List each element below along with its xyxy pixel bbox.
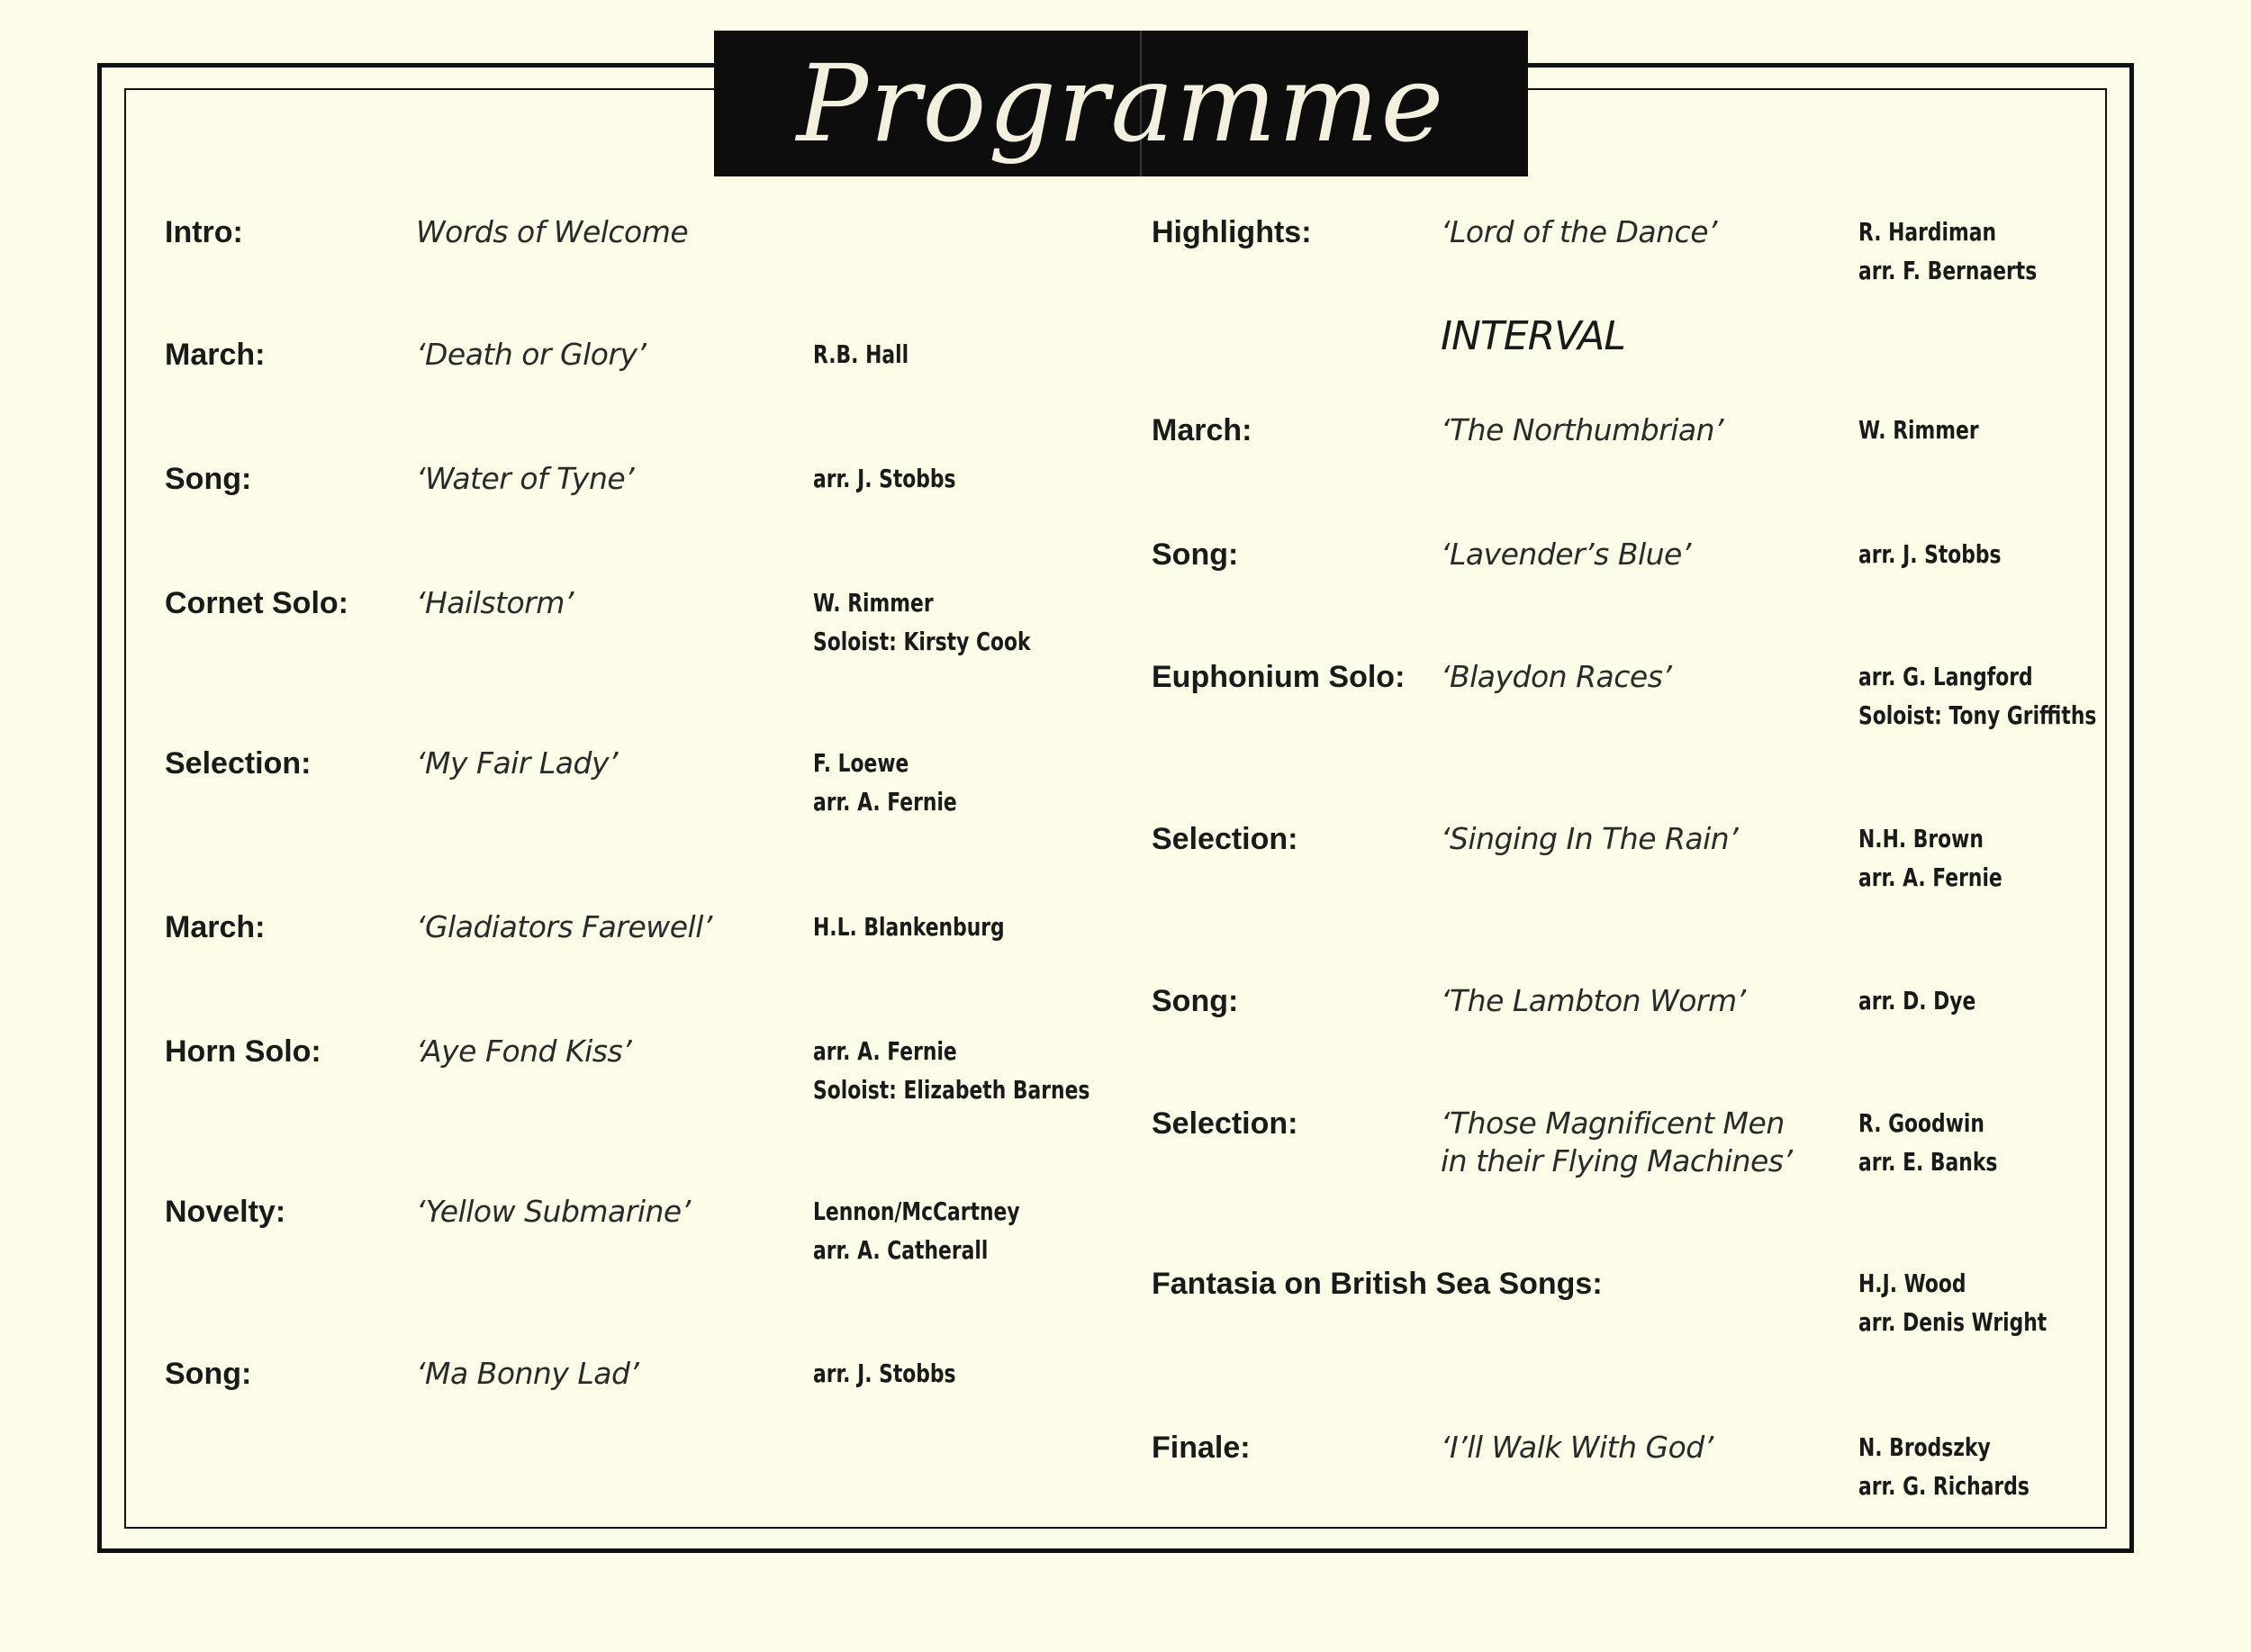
programme-credit: arr. D. Dye [1858,986,1976,1016]
programme-credit: F. Loewe [813,748,909,778]
programme-credit: Soloist: Kirsty Cook [813,627,1031,656]
programme-category: Highlights: [1152,215,1312,249]
programme-category: Song: [1152,984,1239,1018]
programme-credit: arr. A. Fernie [813,787,957,817]
programme-credit: Soloist: Tony Griffiths [1858,700,2097,730]
programme-piece: ‘Yellow Submarine’ [416,1194,691,1229]
programme-piece: ‘Lavender’s Blue’ [1441,537,1691,572]
programme-piece: ‘Water of Tyne’ [416,461,635,496]
programme-credit: H.L. Blankenburg [813,912,1005,942]
programme-category: Song: [1152,537,1239,572]
programme-credit: arr. J. Stobbs [1858,539,2002,569]
programme-credit: arr. A. Fernie [1858,862,2002,892]
programme-piece: ‘Ma Bonny Lad’ [416,1356,639,1391]
programme-credit: H.J. Wood [1858,1268,1966,1298]
programme-credit: Lennon/McCartney [813,1196,1020,1226]
programme-credit: arr. A. Fernie [813,1036,957,1066]
programme-credit: W. Rimmer [813,588,934,618]
programme-credit: R.B. Hall [813,339,909,369]
programme-category: Fantasia on British Sea Songs: [1152,1267,1603,1301]
programme-piece: ‘Singing In The Rain’ [1441,821,1739,856]
title-banner [714,31,1528,176]
programme-credit: R. Goodwin [1858,1108,1984,1138]
programme-piece: in their Flying Machines’ [1441,1143,1793,1178]
programme-category: Horn Solo: [165,1034,321,1069]
programme-category: Finale: [1152,1431,1251,1465]
programme-piece: ‘Gladiators Farewell’ [416,909,712,944]
programme-category: March: [165,338,266,372]
programme-credit: arr. Denis Wright [1858,1307,2048,1337]
inner-border [124,88,2107,1529]
programme-piece: ‘Hailstorm’ [416,585,574,620]
programme-category: Intro: [165,215,243,249]
programme-piece: ‘Aye Fond Kiss’ [416,1034,632,1069]
programme-category: March: [165,910,266,944]
programme-credit: N.H. Brown [1858,824,1984,853]
programme-piece: ‘The Lambton Worm’ [1441,983,1746,1018]
fold-crease [1140,31,1142,176]
programme-category: Euphonium Solo: [1152,660,1406,694]
programme-piece: ‘Lord of the Dance’ [1441,214,1717,249]
programme-credit: arr. G. Richards [1858,1471,2030,1501]
programme-piece: ‘My Fair Lady’ [416,745,618,781]
programme-category: Novelty: [165,1195,286,1229]
interval-label: INTERVAL [1441,313,1625,359]
programme-piece: Words of Welcome [416,214,689,249]
programme-category: Selection: [1152,1106,1298,1141]
programme-category: Selection: [165,746,312,781]
programme-credit: W. Rimmer [1858,415,1979,445]
programme-category: Cornet Solo: [165,586,348,620]
programme-piece: ‘I’ll Walk With God’ [1441,1430,1713,1465]
page-title: Programme [796,41,1446,166]
programme-category: Song: [165,462,252,496]
programme-piece: ‘Death or Glory’ [416,337,646,372]
programme-credit: arr. F. Bernaerts [1858,256,2038,285]
programme-credit: R. Hardiman [1858,217,1997,247]
programme-credit: arr. J. Stobbs [813,464,956,493]
programme-credit: arr. J. Stobbs [813,1359,956,1388]
programme-category: March: [1152,413,1252,447]
programme-piece: ‘Those Magnificent Men [1441,1106,1785,1141]
programme-piece: ‘Blaydon Races’ [1441,659,1672,694]
programme-credit: arr. A. Catherall [813,1235,989,1265]
programme-category: Song: [165,1357,252,1391]
programme-piece: ‘The Northumbrian’ [1441,412,1724,447]
programme-credit: arr. G. Langford [1858,662,2033,691]
programme-credit: N. Brodszky [1858,1432,1991,1462]
programme-credit: Soloist: Elizabeth Barnes [813,1075,1090,1105]
programme-credit: arr. E. Banks [1858,1147,1998,1177]
programme-category: Selection: [1152,822,1298,856]
